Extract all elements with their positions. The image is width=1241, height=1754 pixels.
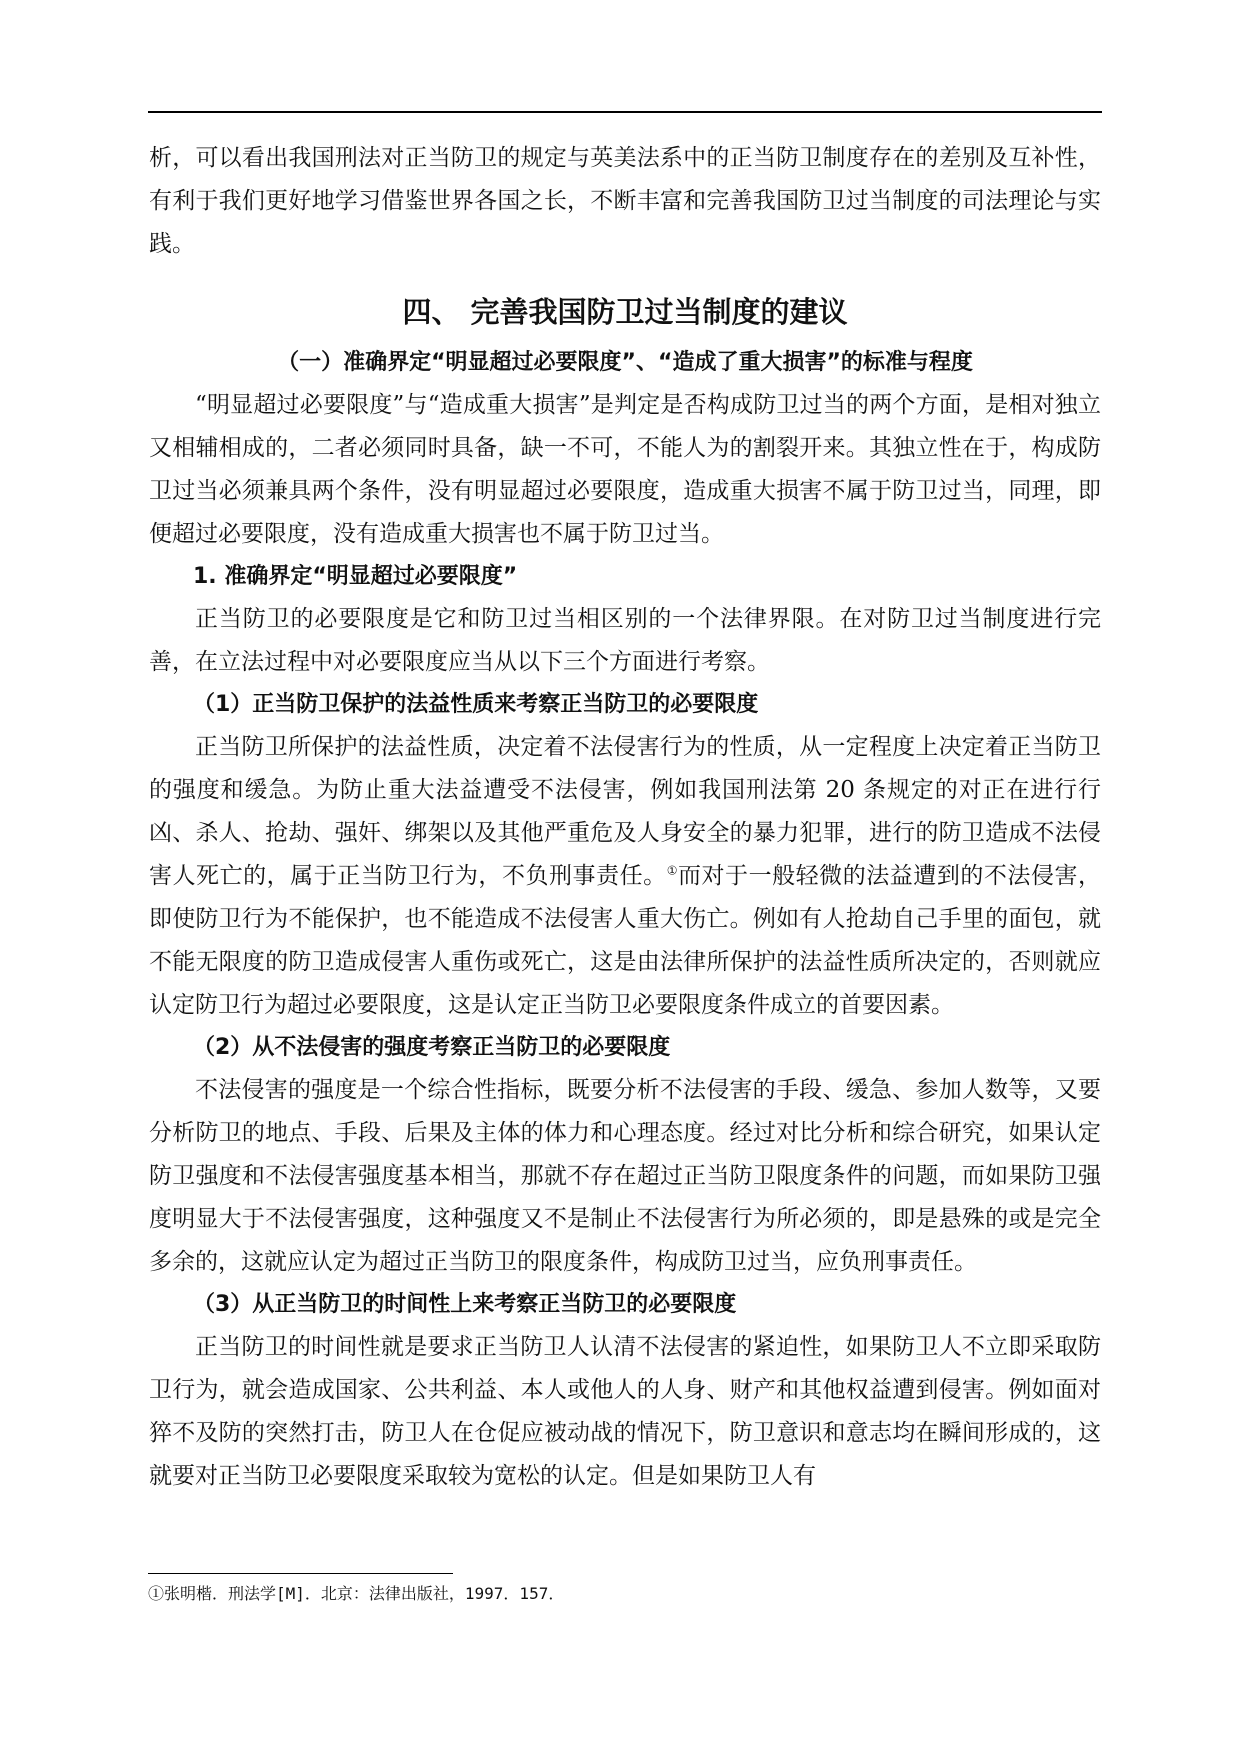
paragraph-4: 不法侵害的强度是一个综合性指标，既要分析不法侵害的手段、缓急、参加人数等，又要分析防卫的地点、手段、后果及主体的体力和心理态度。经过对比分析和综合研究，如果认定防卫强度和不法侵害强度基本相当，那就不存在超过正当防卫限度条件的问题，而如果防卫强度明显大于不法侵害强度，这种强度又不是制止不法侵害行为所必须的，即是悬殊的或是完全多余的，这就应认定为超过正当防卫的限度条件，构成防卫过当，应负刑事责任。 <box>149 1077 1101 1275</box>
paragraph-1: “明显超过必要限度”与“造成重大损害”是判定是否构成防卫过当的两个方面，是相对独立又相辅相成的，二者必须同时具备，缺一不可，不能人为的割裂开来。其独立性在于，构成防卫过当必须兼具两个条件，没有明显超过必要限度，造成重大损害不属于防卫过当，同理，即便超过必要限度，没有造成重大损害也不属于防卫过当。 <box>149 392 1101 547</box>
heading-1-3: （3）从正当防卫的时间性上来考察正当防卫的必要限度 <box>193 1292 737 1317</box>
paragraph-3 <box>149 726 1101 1027</box>
footnote-marker[interactable]: ① <box>666 863 678 878</box>
section-title: 四、 完善我国防卫过当制度的建议 <box>402 295 848 329</box>
paragraph-3-part-a: 正当防卫所保护的法益性质，决定着不法侵害行为的性质，从一定程度上决定着正当防卫的强度和缓急。为防止重大法益遭受不法侵害，例如我国刑法第 20 条规定的对正在进行行凶、杀人、抢劫、强奸、绑架以及其他严重危及人身安全的暴力犯罪，进行的防卫造成不法侵害人死亡的，属于正当防卫行为，不负刑事责任。 <box>149 734 1101 889</box>
header-rule <box>148 111 1102 113</box>
heading-1-1: （1）正当防卫保护的法益性质来考察正当防卫的必要限度 <box>193 692 759 717</box>
intro-paragraph: 析，可以看出我国刑法对正当防卫的规定与英美法系中的正当防卫制度存在的差别及互补性，有利于我们更好地学习借鉴世界各国之长，不断丰富和完善我国防卫过当制度的司法理论与实践。 <box>149 145 1101 257</box>
body-content <box>149 137 1101 1498</box>
footnote-rule <box>148 1573 453 1574</box>
heading-1-2: （2）从不法侵害的强度考察正当防卫的必要限度 <box>193 1035 671 1060</box>
paragraph-2: 正当防卫的必要限度是它和防卫过当相区别的一个法律界限。在对防卫过当制度进行完善，在立法过程中对必要限度应当从以下三个方面进行考察。 <box>149 606 1101 675</box>
footnote: ①张明楷．刑法学[M]．北京：法律出版社，1997．157． <box>148 1584 565 1603</box>
subsection-heading: （一）准确界定“明显超过必要限度”、“造成了重大损害”的标准与程度 <box>277 350 973 375</box>
heading-1: 1. 准确界定“明显超过必要限度” <box>193 564 518 589</box>
paragraph-5: 正当防卫的时间性就是要求正当防卫人认清不法侵害的紧迫性，如果防卫人不立即采取防卫行为，就会造成国家、公共利益、本人或他人的人身、财产和其他权益遭到侵害。例如面对猝不及防的突然打击，防卫人在仓促应被动战的情况下，防卫意识和意志均在瞬间形成的，这就要对正当防卫必要限度采取较为宽松的认定。但是如果防卫人有 <box>149 1334 1101 1489</box>
paragraph-3-part-b: 而对于一般轻微的法益遭到的不法侵害，即使防卫行为不能保护，也不能造成不法侵害人重大伤亡。例如有人抢劫自己手里的面包，就不能无限度的防卫造成侵害人重伤或死亡，这是由法律所保护的法益性质所决定的，否则就应认定防卫行为超过必要限度，这是认定正当防卫必要限度条件成立的首要因素。 <box>149 863 1102 1018</box>
